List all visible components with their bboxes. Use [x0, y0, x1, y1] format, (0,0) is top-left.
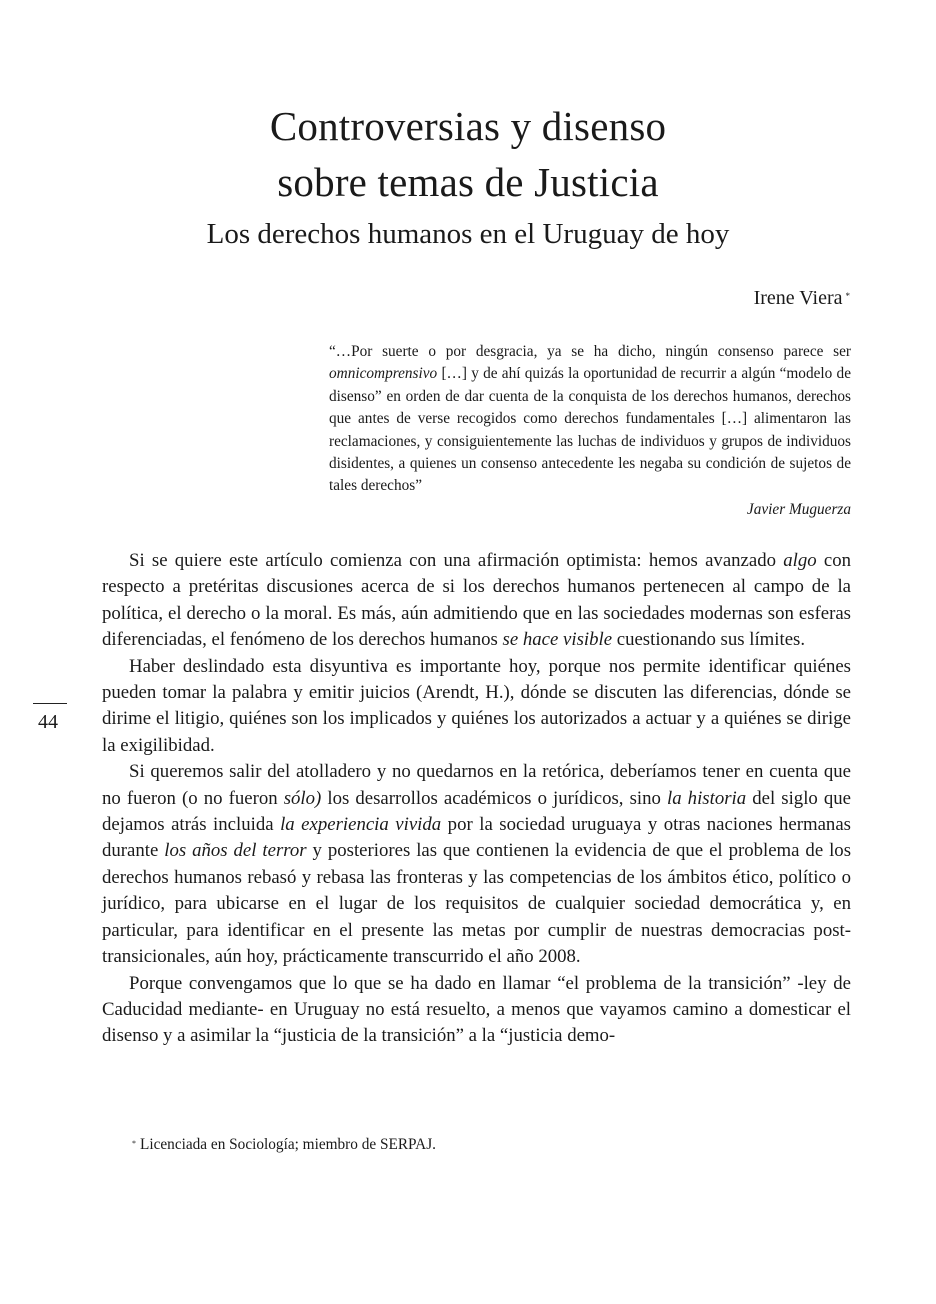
page-number: 44	[38, 711, 58, 733]
author-name: Irene Viera	[753, 287, 843, 309]
paragraph-3-emphasis-1: sólo)	[283, 787, 322, 809]
paragraph-1-text-a: Si se quiere este artículo comienza con una afirmación optimista: hemos avanzado	[129, 550, 784, 571]
paragraph-1-emphasis-1: algo	[783, 550, 817, 571]
author-line	[754, 284, 850, 312]
page-number-rule	[33, 703, 67, 704]
paragraph-4: Porque convengamos que lo que se ha dado en llamar “el problema de la transición” -ley de Caducidad mediante- en Uruguay no está resuelto, a menos que vayamos camino a domesticar el disenso y a asimilar la “justicia de la transición” a la “justicia demo-	[102, 972, 851, 1047]
paragraph-3-emphasis-4: los años del terror	[164, 840, 307, 862]
epigraph-text-1: “…Por suerte o por desgracia, ya se ha dicho, ningún consenso parece ser	[329, 343, 851, 360]
paragraph-2: Haber deslindado esta disyuntiva es importante hoy, porque nos permite identificar quiénes pueden tomar la palabra y emitir juicios (Arendt, H.), dónde se discuten las diferencias, dónde se dirime el litigio, quiénes son los implicados y quiénes los autorizados a actuar y a quiénes se dirige la exigilibidad.	[102, 655, 851, 756]
author-footnote-marker: *	[845, 291, 850, 301]
title-line-2: sobre temas de Justicia	[277, 159, 659, 205]
paragraph-1	[102, 548, 851, 654]
paragraph-1-text-c: cuestionando sus límites.	[612, 629, 806, 651]
epigraph	[329, 341, 851, 521]
footnote	[132, 1134, 436, 1156]
paragraph-1-text-b: con respecto a pretéritas discusiones acerca de si los derechos humanos pertenecen al campo de la política, el derecho o la moral. Es más, aún admitiendo que en las sociedades modernas son esferas diferenciadas, el fenómeno de los derechos humanos	[102, 550, 851, 651]
paragraph-3-emphasis-3: la experiencia vivida	[280, 814, 442, 836]
paragraph-3	[102, 759, 851, 970]
epigraph-text-2: […] y de ahí quizás la oportunidad de recurrir a algún “modelo de disenso” en orden de dar cuenta de la conquista de los derechos humanos, derechos que antes de verse recogidos como derechos fundamentales […] alimentaron las reclamaciones, y consiguientemente las luchas de individuos y grupos de individuos disidentes, a quienes un consenso antecedente les negaba su condición de sujetos de tales derechos”	[329, 365, 851, 495]
paragraph-3-text-a: Si queremos salir del atolladero y no quedarnos en la retórica, deberíamos tener en cuenta que no fueron (o no fueron	[102, 761, 851, 809]
title-line-1: Controversias y disenso	[269, 103, 667, 149]
epigraph-source: Javier Muguerza	[746, 500, 851, 518]
footnote-text: Licenciada en Sociología; miembro de SERPAJ.	[140, 1136, 436, 1153]
paragraph-3-text-d: por la sociedad uruguaya y otras naciones hermanas durante	[102, 814, 851, 862]
paragraph-3-emphasis-2: la historia	[666, 787, 747, 809]
epigraph-italic-term: omnicomprensivo	[329, 365, 438, 383]
paragraph-3-text-e: y posteriores las que contienen la evidencia de que el problema de los derechos humanos rebasó y rebasa las fronteras y las competencias de los ámbitos ético, político o jurídico, para ubicarse en el lugar de los requisitos de cualquier sociedad democrática y, en particular, para identificar en el presente las metas por cumplir de nuestras democracias post-transicionales, aún hoy, prácticamente transcurrido el año 2008.	[102, 840, 852, 968]
subtitle: Los derechos humanos en el Uruguay de hoy	[206, 218, 730, 250]
paragraph-1-emphasis-2: se hace visible	[502, 629, 613, 651]
title-block	[0, 98, 936, 254]
footnote-marker: *	[132, 1139, 136, 1148]
body-text	[102, 548, 851, 1050]
paragraph-3-text-b: los desarrollos académicos o jurídicos, sino	[321, 787, 667, 809]
epigraph-quote	[329, 341, 851, 498]
paragraph-3-text-c: del siglo que dejamos atrás incluida	[102, 787, 852, 836]
